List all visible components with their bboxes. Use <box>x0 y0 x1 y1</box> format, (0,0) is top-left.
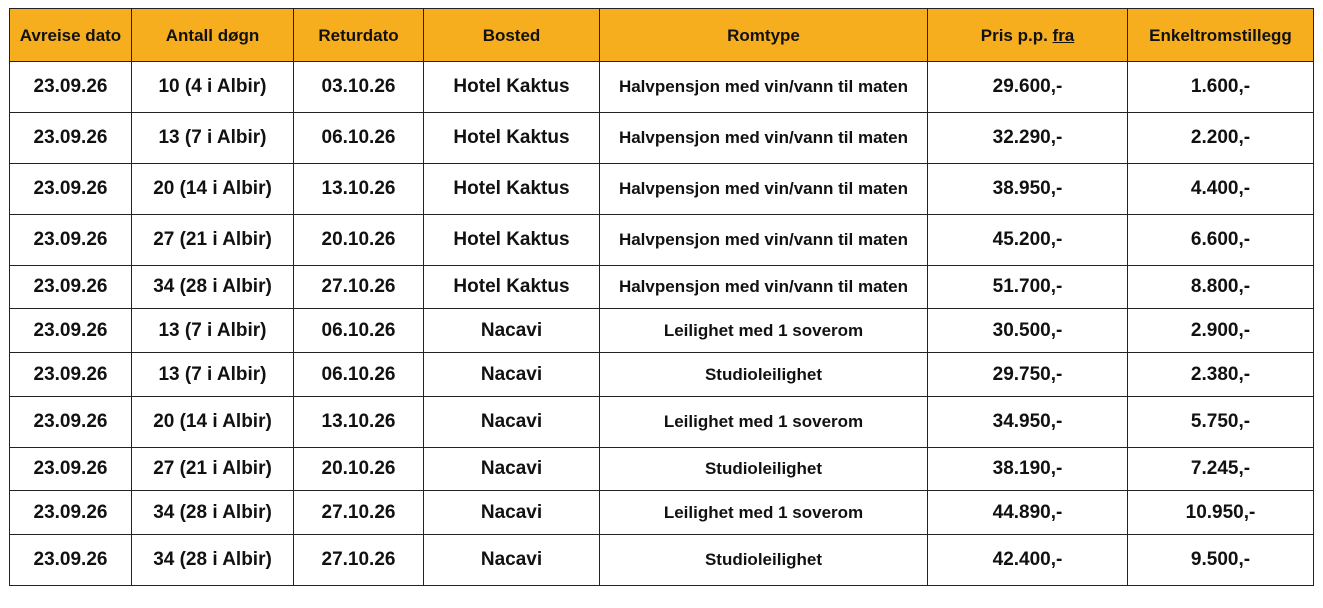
cell-retur: 27.10.26 <box>294 266 424 309</box>
cell-antall: 13 (7 i Albir) <box>132 113 294 164</box>
cell-romtype: Halvpensjon med vin/vann til maten <box>600 266 928 309</box>
cell-retur: 20.10.26 <box>294 215 424 266</box>
cell-pris: 45.200,- <box>928 215 1128 266</box>
header-antall: Antall døgn <box>132 9 294 62</box>
cell-antall: 34 (28 i Albir) <box>132 535 294 586</box>
table-row <box>10 113 1314 164</box>
cell-bosted: Nacavi <box>424 397 600 448</box>
cell-avreise: 23.09.26 <box>10 113 132 164</box>
cell-romtype: Halvpensjon med vin/vann til maten <box>600 215 928 266</box>
table-row <box>10 353 1314 397</box>
cell-avreise: 23.09.26 <box>10 215 132 266</box>
table-row <box>10 448 1314 491</box>
cell-enkelt: 2.900,- <box>1128 309 1314 353</box>
cell-pris: 38.190,- <box>928 448 1128 491</box>
cell-retur: 27.10.26 <box>294 535 424 586</box>
cell-pris: 34.950,- <box>928 397 1128 448</box>
table-row <box>10 215 1314 266</box>
cell-avreise: 23.09.26 <box>10 448 132 491</box>
cell-enkelt: 1.600,- <box>1128 62 1314 113</box>
cell-enkelt: 4.400,- <box>1128 164 1314 215</box>
cell-retur: 13.10.26 <box>294 164 424 215</box>
cell-bosted: Hotel Kaktus <box>424 266 600 309</box>
table-row <box>10 164 1314 215</box>
header-row <box>10 9 1314 62</box>
cell-romtype: Studioleilighet <box>600 353 928 397</box>
cell-pris: 29.750,- <box>928 353 1128 397</box>
cell-retur: 03.10.26 <box>294 62 424 113</box>
cell-avreise: 23.09.26 <box>10 62 132 113</box>
table-body <box>10 62 1314 586</box>
header-pris-fra-link[interactable]: fra <box>1052 25 1075 45</box>
header-enkelt: Enkeltromstillegg <box>1128 9 1314 62</box>
cell-avreise: 23.09.26 <box>10 309 132 353</box>
cell-antall: 34 (28 i Albir) <box>132 266 294 309</box>
cell-antall: 34 (28 i Albir) <box>132 491 294 535</box>
table-row <box>10 309 1314 353</box>
cell-bosted: Nacavi <box>424 309 600 353</box>
table-row <box>10 62 1314 113</box>
header-romtype: Romtype <box>600 9 928 62</box>
cell-retur: 13.10.26 <box>294 397 424 448</box>
cell-antall: 10 (4 i Albir) <box>132 62 294 113</box>
cell-bosted: Nacavi <box>424 353 600 397</box>
cell-pris: 38.950,- <box>928 164 1128 215</box>
header-avreise: Avreise dato <box>10 9 132 62</box>
cell-enkelt: 10.950,- <box>1128 491 1314 535</box>
cell-enkelt: 2.380,- <box>1128 353 1314 397</box>
cell-retur: 06.10.26 <box>294 353 424 397</box>
cell-enkelt: 9.500,- <box>1128 535 1314 586</box>
cell-romtype: Leilighet med 1 soverom <box>600 397 928 448</box>
cell-enkelt: 2.200,- <box>1128 113 1314 164</box>
cell-romtype: Leilighet med 1 soverom <box>600 309 928 353</box>
cell-antall: 27 (21 i Albir) <box>132 448 294 491</box>
cell-romtype: Leilighet med 1 soverom <box>600 491 928 535</box>
cell-bosted: Nacavi <box>424 535 600 586</box>
cell-retur: 20.10.26 <box>294 448 424 491</box>
cell-retur: 06.10.26 <box>294 113 424 164</box>
cell-romtype: Halvpensjon med vin/vann til maten <box>600 113 928 164</box>
cell-enkelt: 7.245,- <box>1128 448 1314 491</box>
cell-bosted: Hotel Kaktus <box>424 62 600 113</box>
cell-romtype: Studioleilighet <box>600 448 928 491</box>
cell-enkelt: 8.800,- <box>1128 266 1314 309</box>
cell-bosted: Hotel Kaktus <box>424 215 600 266</box>
cell-antall: 20 (14 i Albir) <box>132 164 294 215</box>
cell-pris: 29.600,- <box>928 62 1128 113</box>
cell-romtype: Halvpensjon med vin/vann til maten <box>600 62 928 113</box>
cell-retur: 06.10.26 <box>294 309 424 353</box>
cell-pris: 42.400,- <box>928 535 1128 586</box>
header-bosted: Bosted <box>424 9 600 62</box>
cell-pris: 51.700,- <box>928 266 1128 309</box>
cell-avreise: 23.09.26 <box>10 535 132 586</box>
cell-avreise: 23.09.26 <box>10 397 132 448</box>
cell-bosted: Hotel Kaktus <box>424 164 600 215</box>
cell-pris: 30.500,- <box>928 309 1128 353</box>
cell-pris: 44.890,- <box>928 491 1128 535</box>
table-row <box>10 266 1314 309</box>
cell-antall: 20 (14 i Albir) <box>132 397 294 448</box>
cell-bosted: Nacavi <box>424 491 600 535</box>
cell-romtype: Halvpensjon med vin/vann til maten <box>600 164 928 215</box>
cell-avreise: 23.09.26 <box>10 353 132 397</box>
cell-enkelt: 5.750,- <box>1128 397 1314 448</box>
cell-antall: 13 (7 i Albir) <box>132 353 294 397</box>
cell-avreise: 23.09.26 <box>10 164 132 215</box>
cell-pris: 32.290,- <box>928 113 1128 164</box>
cell-antall: 27 (21 i Albir) <box>132 215 294 266</box>
table-row <box>10 535 1314 586</box>
cell-bosted: Nacavi <box>424 448 600 491</box>
cell-retur: 27.10.26 <box>294 491 424 535</box>
cell-bosted: Hotel Kaktus <box>424 113 600 164</box>
header-pris-label: Pris p.p. <box>980 25 1053 45</box>
header-retur: Returdato <box>294 9 424 62</box>
header-pris <box>928 9 1128 62</box>
cell-avreise: 23.09.26 <box>10 491 132 535</box>
cell-romtype: Studioleilighet <box>600 535 928 586</box>
cell-enkelt: 6.600,- <box>1128 215 1314 266</box>
table-row <box>10 397 1314 448</box>
table-row <box>10 491 1314 535</box>
cell-avreise: 23.09.26 <box>10 266 132 309</box>
price-table <box>9 8 1314 586</box>
cell-antall: 13 (7 i Albir) <box>132 309 294 353</box>
